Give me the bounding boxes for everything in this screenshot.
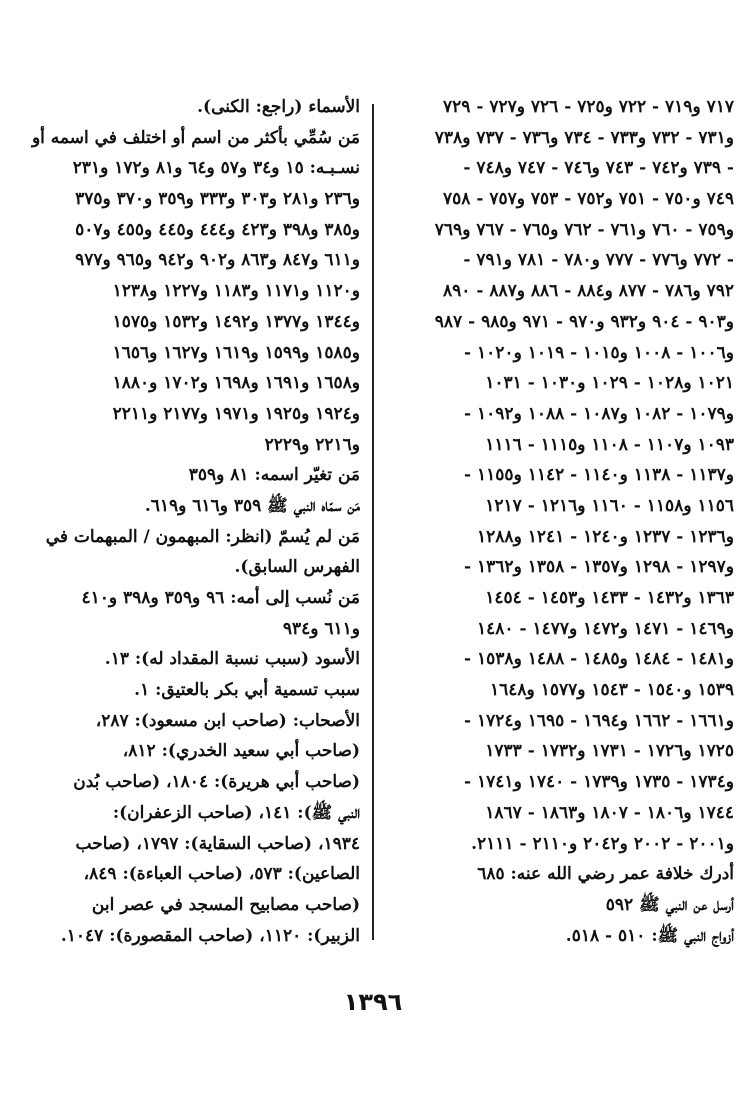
- left-column-line: سبب تسمية أبي بكر بالعتيق: ١.: [134, 680, 360, 701]
- right-column-line: ١٥٣٩ و١٥٤٠ - ١٥٤٣ و١٥٧٧ و١٦٤٨: [490, 680, 734, 701]
- left-column-line: النبي ﷺ): ١٤١، (صاحب الزعفران):: [112, 802, 360, 823]
- right-column-line: ٧٩٢ و٧٨٦ - ٨٧٧ و٨٨٤ - ٨٨٦ و٨٨٧ - ٨٩٠: [443, 281, 734, 302]
- right-column-line: - ٧٧٢ و٧٧٦ - ٧٧٧ و٧٨٠ - ٧٨١ و٧٩١ -: [463, 250, 734, 271]
- right-column-line: و١٠٠٦ - ١٠٠٨ و١٠١٥ - ١٠١٩ و١٠٢٠ -: [464, 342, 734, 363]
- left-column-line: و٢٣٦ و٢٨١ و٣٠٣ و٣٣٣ و٣٥٩ و٣٧٠ و٣٧٥: [75, 189, 360, 210]
- right-column-line: و٧٥٩ - ٧٦٠ و٧٦١ - ٧٦٢ و٧٦٥ - ٧٦٧ و٧٦٩: [434, 219, 734, 240]
- left-column-line: مَن سمّاه النبي ﷺ ٣٥٩ و٦١٦ و٦١٩.: [144, 495, 360, 516]
- right-column-line: ٧١٧ و٧١٩ - ٧٢٢ و٧٢٥ - ٧٢٦ و٧٢٧ - ٧٢٩: [443, 97, 734, 117]
- left-column-line: (صاحب مصابيح المسجد في عصر ابن: [91, 894, 360, 915]
- right-column-line: و١٤٨١ - ١٤٨٤ و١٤٨٥ - ١٤٨٨ و١٥٣٨ -: [464, 649, 734, 670]
- left-column-line: مَن تغيّر اسمه: ٨١ و٣٥٩: [188, 465, 360, 486]
- right-column-line: ١٧٢٥ و١٧٢٦ - ١٧٣١ و١٧٣٢ - ١٧٣٣: [485, 741, 734, 762]
- right-column-line: ١٠٢١ و١٠٢٨ - ١٠٢٩ و١٠٣٠ - ١٠٣١: [485, 373, 734, 394]
- left-column-line: الأصحاب: (صاحب ابن مسعود): ٢٨٧،: [95, 710, 360, 731]
- left-column-line: و١٥٨٥ و١٥٩٩ و١٦١٩ و١٦٢٧ و١٦٥٦: [112, 342, 360, 363]
- column-divider: [372, 104, 374, 940]
- left-column-line: و٢٢١٦ و٢٢٢٩: [264, 434, 360, 455]
- right-column-line: و١٢٣٦ - ١٢٣٧ و١٢٤٠ - ١٢٤١ و١٢٨٨: [477, 526, 734, 547]
- right-column-line: ١٧٤٤ و١٨٠٦ - ١٨٠٧ و١٨٦٣ - ١٨٦٧: [485, 802, 734, 823]
- left-column-line: نسـبـه: ١٥ و٣٤ و٥٧ و٦٤ و٨١ و١٧٢ و٢٣١: [72, 158, 360, 179]
- left-column-line: و٦١١ و٨٤٧ و٨٦٣ و٩٠٢ و٩٤٢ و٩٦٥ و٩٧٧: [75, 250, 360, 271]
- left-column-line: (صاحب أبي سعيد الخدري): ٨١٢،: [122, 741, 360, 762]
- left-column-line: الصاعين): ٥٧٣، (صاحب العباءة): ٨٤٩،: [83, 864, 360, 885]
- right-column-line: و٢٠٠١ - ٢٠٠٢ و٢٠٤٢ و٢١١٠ - ٢١١١.: [471, 833, 734, 854]
- right-column-line: و٩٠٣ - ٩٠٤ و٩٣٢ و٩٧٠ - ٩٧١ و٩٨٥ - ٩٨٧: [434, 311, 734, 332]
- right-column-line: ١٠٩٣ و١١٠٧ - ١١٠٨ و١١١٥ - ١١١٦: [485, 434, 734, 455]
- right-column: [384, 92, 746, 951]
- right-column-line: ٧٤٩ و٧٥٠ - ٧٥١ و٧٥٢ - ٧٥٣ و٧٥٧ - ٧٥٨: [443, 189, 734, 210]
- left-column-line: و١٣٤٤ و١٣٧٧ و١٤٩٢ و١٥٣٢ و١٥٧٥: [112, 311, 360, 332]
- left-column-line: الأسماء (راجع: الكنى).: [197, 97, 360, 117]
- page-number: ١٣٩٦: [343, 988, 403, 1016]
- left-column-line: و١٦٥٨ و١٦٩١ و١٦٩٨ و١٧٠٢ و١٨٨٠: [112, 373, 360, 394]
- right-column-line: و١٢٩٧ - ١٢٩٨ و١٣٥٧ - ١٣٥٨ و١٣٦٢ -: [464, 557, 734, 578]
- left-column-line: الأسود (سبب نسبة المقداد له): ١٣.: [104, 649, 360, 670]
- left-column: [0, 92, 370, 951]
- right-column-line: أرسل عن النبي ﷺ ٥٩٢: [605, 894, 734, 915]
- left-column-line: و١٩٢٤ و١٩٢٥ و١٩٧١ و٢١٧٧ و٢٢١١: [112, 403, 360, 424]
- right-column-line: و١٦٦١ - ١٦٦٢ و١٦٩٤ - ١٦٩٥ و١٧٢٤ -: [464, 710, 734, 731]
- left-column-line: مَن لم يُسمّ (انظر: المبهمون / المبهمات في: [45, 526, 360, 547]
- left-column-line: مَن سُمِّي بأكثر من اسم أو اختلف في اسمه أو: [31, 127, 360, 148]
- right-column-line: ١١٥٦ و١١٥٨ - ١١٦٠ و١٢١٦ - ١٢١٧: [485, 495, 734, 516]
- left-column-line: الفهرس السابق).: [234, 557, 360, 578]
- right-column-line: أدرك خلافة عمر رضي الله عنه: ٦٨٥: [477, 864, 734, 885]
- right-column-line: و١٤٦٩ - ١٤٧١ و١٤٧٢ و١٤٧٧ - ١٤٨٠: [477, 618, 734, 639]
- right-column-line: - ٧٣٩ و٧٤٢ - ٧٤٣ و٧٤٦ - ٧٤٧ و٧٤٨ -: [463, 158, 734, 179]
- left-column-line: الزبير): ١١٢٠، (صاحب المقصورة): ١٠٤٧.: [60, 925, 360, 946]
- right-column-line: و١١٣٧ - ١١٣٨ و١١٤٠ - ١١٤٢ و١١٥٥ -: [464, 465, 734, 486]
- left-column-line: ١٩٣٤، (صاحب السقاية): ١٧٩٧، (صاحب: [75, 833, 360, 854]
- left-column-line: (صاحب أبي هريرة): ١٨٠٤، (صاحب بُدن: [73, 772, 360, 793]
- left-column-line: و١١٢٠ و١١٧١ و١١٨٣ و١٢٢٧ و١٢٣٨: [112, 281, 360, 302]
- right-column-line: و١٧٣٤ - ١٧٣٥ و١٧٣٩ - ١٧٤٠ و١٧٤١ -: [464, 772, 734, 793]
- left-column-line: و٦١١ و٩٣٤: [282, 618, 360, 639]
- right-column-line: و١٠٧٩ - ١٠٨٢ و١٠٨٧ - ١٠٨٨ و١٠٩٢ -: [464, 403, 734, 424]
- left-column-line: و٣٨٥ و٣٩٨ و٤٢٣ و٤٤٤ و٤٤٥ و٤٥٥ و٥٠٧: [75, 219, 360, 240]
- right-column-line: ١٣٦٣ و١٤٣٢ - ١٤٣٣ و١٤٥٣ - ١٤٥٤: [485, 588, 734, 608]
- left-column-line: مَن نُسب إلى أمه: ٩٦ و٣٥٩ و٣٩٨ و٤١٠: [81, 588, 360, 608]
- right-column-line: و٧٣١ - ٧٣٢ و٧٣٣ - ٧٣٤ و٧٣٦ - ٧٣٧ و٧٣٨: [434, 127, 734, 148]
- right-column-line: أزواج النبي ﷺ: ٥١٠ - ٥١٨.: [565, 925, 734, 946]
